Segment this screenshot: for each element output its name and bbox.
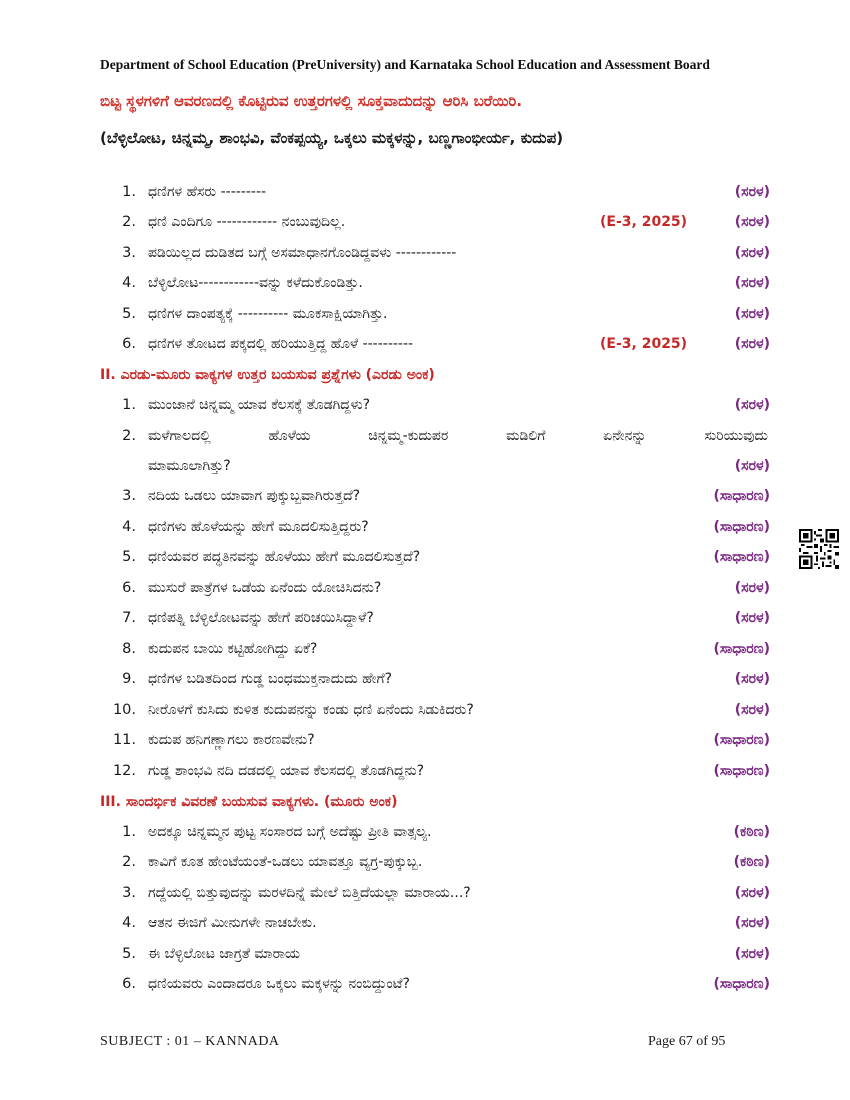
difficulty-tag: (ಕಠಿಣ) (733, 854, 770, 870)
footer-page-number: Page 67 of 95 (648, 1034, 726, 1049)
list-item (100, 275, 770, 305)
item-number: 4. (122, 915, 136, 931)
item-number: 9. (122, 671, 136, 687)
difficulty-tag: (ಸರಳ) (734, 214, 770, 230)
difficulty-tag: (ಸರಳ) (734, 580, 770, 596)
item-text: ಕಾವಿಗೆ ಕೂತ ಹೇಂಟೆಯಂತೆ-ಒಡಲು ಯಾವತ್ತೂ ವ್ಯಗ್ರ-ಪುಕ್ಕುಬ್ಬ. (148, 854, 423, 870)
item-text: ಧಣಿಯವರು ಎಂದಾದರೂ ಒಕ್ಕಲು ಮಕ್ಕಳನ್ನು ನಂಬಿದ್ದುಂಟೆ? (148, 976, 410, 992)
item-number: 12. (112, 763, 136, 779)
difficulty-tag: (ಕಠಿಣ) (733, 824, 770, 840)
list-item (100, 245, 770, 275)
item-text: ಗದ್ದೆಯಲ್ಲಿ ಬಿತ್ತುವುದನ್ನು ಮರಳದಿನ್ನೆ ಮೇಲೆ ಬಿತ್ತಿದೆಯಲ್ಲಾ ಮಾರಾಯ...? (148, 885, 471, 901)
item-number: 6. (122, 336, 136, 352)
list-item (100, 580, 770, 610)
item-number: 2. (122, 428, 136, 444)
item-number: 11. (112, 732, 136, 748)
list-item (100, 763, 770, 793)
item-number: 1. (122, 397, 136, 413)
item-text: ಧಣಿಗಳ ಬಡಿತದಿಂದ ಗುಡ್ಡ ಬಂಧಮುಕ್ತನಾದುದು ಹೇಗೆ? (148, 671, 393, 687)
item-text: ಮುಂಜಾನೆ ಚಿನ್ನಮ್ಮ ಯಾವ ಕೆಲಸಕ್ಕೆ ತೊಡಗಿದ್ದಳು? (148, 397, 371, 413)
list-item (100, 885, 770, 915)
list-item (100, 184, 770, 214)
list-item (100, 671, 770, 701)
list-item (100, 732, 770, 762)
item-number: 5. (122, 549, 136, 565)
difficulty-tag: (ಸರಳ) (734, 671, 770, 687)
item-text: ನೀರೊಳಗೆ ಕುಸಿದು ಕುಳಿತ ಕುದುಪನನ್ನು ಕಂಡು ಧಣಿ ಏನೆಂದು ಸಿಡುಕಿದರು? (148, 702, 474, 718)
list-item (100, 306, 770, 336)
difficulty-tag: (ಸರಳ) (734, 397, 770, 413)
difficulty-tag: (ಸಾಧಾರಣ) (713, 641, 770, 657)
list-item (100, 641, 770, 671)
item-text: ಮಳೆಗಾಲದಲ್ಲಿ ಹೊಳೆಯ ಚಿನ್ನಮ್ಮ-ಕುದುಪರ ಮಡಿಲಿಗೆ ಏನೇನನ್ನು ಸುರಿಯುವುದು (148, 428, 768, 444)
difficulty-tag: (ಸಾಧಾರಣ) (713, 976, 770, 992)
item-text: ಧಣಿಯವರ ಪದ್ಧತಿನವನ್ನು ಹೊಳೆಯು ಹೇಗೆ ಮೂದಲಿಸುತ್ತದೆ? (148, 549, 421, 565)
item-text: ಧಣಿಗಳ ತೋಟದ ಪಕ್ಕದಲ್ಲಿ ಹರಿಯುತ್ತಿದ್ದ ಹೊಳೆ ---------- (148, 336, 414, 352)
list-item (100, 854, 770, 884)
section-heading: II. ಎರಡು-ಮೂರು ವಾಕ್ಯಗಳ ಉತ್ತರ ಬಯಸುವ ಪ್ರಶ್ನೆಗಳು (ಎರಡು ಅಂಕ) (100, 367, 435, 383)
item-text: ಧಣಿಗಳ ದಾಂಪತ್ಯಕ್ಕೆ ---------- ಮೂಕಸಾಕ್ಷಿಯಾಗಿತ್ತು. (148, 306, 388, 322)
list-item (100, 549, 770, 579)
item-number: 4. (122, 519, 136, 535)
item-number: 8. (122, 641, 136, 657)
item-number: 6. (122, 976, 136, 992)
difficulty-tag: (ಸರಳ) (734, 915, 770, 931)
item-number: 1. (122, 184, 136, 200)
list-item (100, 488, 770, 518)
list-item (100, 519, 770, 549)
list-item (100, 214, 770, 244)
item-number: 5. (122, 946, 136, 962)
difficulty-tag: (ಸರಳ) (734, 458, 770, 474)
item-number: 3. (122, 885, 136, 901)
exam-reference: (E-3, 2025) (600, 336, 688, 352)
difficulty-tag: (ಸಾಧಾರಣ) (713, 519, 770, 535)
list-item (100, 946, 770, 976)
list-item (100, 976, 770, 1006)
item-text: ಆತನ ಈಜಿಗೆ ಮೀನುಗಳೇ ನಾಚಬೇಕು. (148, 915, 317, 931)
difficulty-tag: (ಸರಳ) (734, 885, 770, 901)
item-number: 3. (122, 245, 136, 261)
difficulty-tag: (ಸರಳ) (734, 306, 770, 322)
item-text: ಕುದುಪ ಹನಿಗಣ್ಣಾಗಲು ಕಾರಣವೇನು? (148, 732, 315, 748)
item-text-continued: ಮಾಮೂಲಾಗಿತ್ತು? (148, 458, 231, 474)
difficulty-tag: (ಸಾಧಾರಣ) (713, 549, 770, 565)
difficulty-tag: (ಸರಳ) (734, 245, 770, 261)
item-number: 4. (122, 275, 136, 291)
item-number: 2. (122, 854, 136, 870)
difficulty-tag: (ಸಾಧಾರಣ) (713, 763, 770, 779)
list-item (100, 702, 770, 732)
exam-reference: (E-3, 2025) (600, 214, 688, 230)
item-number: 6. (122, 580, 136, 596)
item-number: 10. (112, 702, 136, 718)
item-text: ಧಣಿಪತ್ನಿ ಬೆಳ್ಳಿಲೋಟವನ್ನು ಹೇಗೆ ಪರಿಚಯಿಸಿದ್ದಾಳೆ? (148, 610, 374, 626)
item-number: 5. (122, 306, 136, 322)
item-text: ನದಿಯ ಒಡಲು ಯಾವಾಗ ಪುಕ್ಕುಬ್ಬವಾಗಿರುತ್ತದೆ? (148, 488, 361, 504)
item-number: 3. (122, 488, 136, 504)
page-header: Department of School Education (PreUniversity) and Karnataka School Education and Assessment Board (100, 57, 710, 72)
footer-subject: SUBJECT : 01 – KANNADA (100, 1034, 280, 1049)
difficulty-tag: (ಸರಳ) (734, 610, 770, 626)
difficulty-tag: (ಸರಳ) (734, 702, 770, 718)
list-item (100, 336, 770, 366)
item-text: ಧಣಿಗಳು ಹೊಳೆಯನ್ನು ಹೇಗೆ ಮೂದಲಿಸುತ್ತಿದ್ದರು? (148, 519, 369, 535)
difficulty-tag: (ಸರಳ) (734, 275, 770, 291)
item-text: ಮುಸುರೆ ಪಾತ್ರೆಗಳ ಒಡೆಯ ಏನೆಂದು ಯೋಚಿಸಿದನು? (148, 580, 382, 596)
item-text: ಬೆಳ್ಳಿಲೋಟ------------ವನ್ನು ಕಳೆದುಕೊಂಡಿತ್ತು. (148, 275, 363, 291)
difficulty-tag: (ಸರಳ) (734, 946, 770, 962)
section-instruction: ಬಿಟ್ಟ ಸ್ಥಳಗಳಿಗೆ ಆವರಣದಲ್ಲಿ ಕೊಟ್ಟಿರುವ ಉತ್ತರಗಳಲ್ಲಿ ಸೂಕ್ತವಾದುದನ್ನು ಆರಿಸಿ ಬರೆಯಿರಿ. (100, 92, 523, 110)
list-item (100, 610, 770, 640)
item-text: ಧಣಿಗಳ ಹೆಸರು --------- (148, 184, 267, 200)
difficulty-tag: (ಸಾಧಾರಣ) (713, 488, 770, 504)
section-heading: III. ಸಾಂದರ್ಭಿಕ ವಿವರಣೆ ಬಯಸುವ ವಾಕ್ಯಗಳು. (ಮೂರು ಅಂಕ) (100, 794, 398, 810)
list-item (100, 915, 770, 945)
item-number: 2. (122, 214, 136, 230)
item-number: 1. (122, 824, 136, 840)
list-item (100, 428, 770, 488)
item-number: 7. (122, 610, 136, 626)
item-text: ಧಣಿ ಎಂದಿಗೂ ------------ ನಂಬುವುದಿಲ್ಲ. (148, 214, 346, 230)
difficulty-tag: (ಸಾಧಾರಣ) (713, 732, 770, 748)
difficulty-tag: (ಸರಳ) (734, 336, 770, 352)
item-text: ಪಡಿಯಿಲ್ಲದ ದುಡಿತದ ಬಗ್ಗೆ ಅಸಮಾಧಾನಗೊಂಡಿದ್ದವಳು ------------ (148, 245, 457, 261)
difficulty-tag: (ಸರಳ) (734, 184, 770, 200)
answer-options: (ಬೆಳ್ಳಿಲೋಟ, ಚಿನ್ನಮ್ಮ, ಶಾಂಭವಿ, ವೆಂಕಪ್ಪಯ್ಯ, ಒಕ್ಕಲು ಮಕ್ಕಳನ್ನು, ಬಣ್ಣಗಾಂಭೀರ್ಯ, ಕುದುಪ) (100, 129, 564, 147)
item-text: ಅದಕ್ಕೂ ಚಿನ್ನಮ್ಮನ ಪುಟ್ಟ ಸಂಸಾರದ ಬಗ್ಗೆ ಅದೆಷ್ಟು ಪ್ರೀತಿ ವಾತ್ಸಲ್ಯ. (148, 824, 432, 840)
qr-code-icon (799, 528, 839, 570)
list-item (100, 824, 770, 854)
item-text: ಗುಡ್ಡ ಶಾಂಭವಿ ನದಿ ದಡದಲ್ಲಿ ಯಾವ ಕೆಲಸದಲ್ಲಿ ತೊಡಗಿದ್ದನು? (148, 763, 424, 779)
item-text: ಕುದುಪನ ಬಾಯಿ ಕಟ್ಟಿಹೋಗಿದ್ದು ಏಕೆ? (148, 641, 318, 657)
list-item (100, 397, 770, 427)
item-text: ಈ ಬೆಳ್ಳಿಲೋಟ ಜಾಗ್ರತೆ ಮಾರಾಯ (148, 946, 300, 962)
